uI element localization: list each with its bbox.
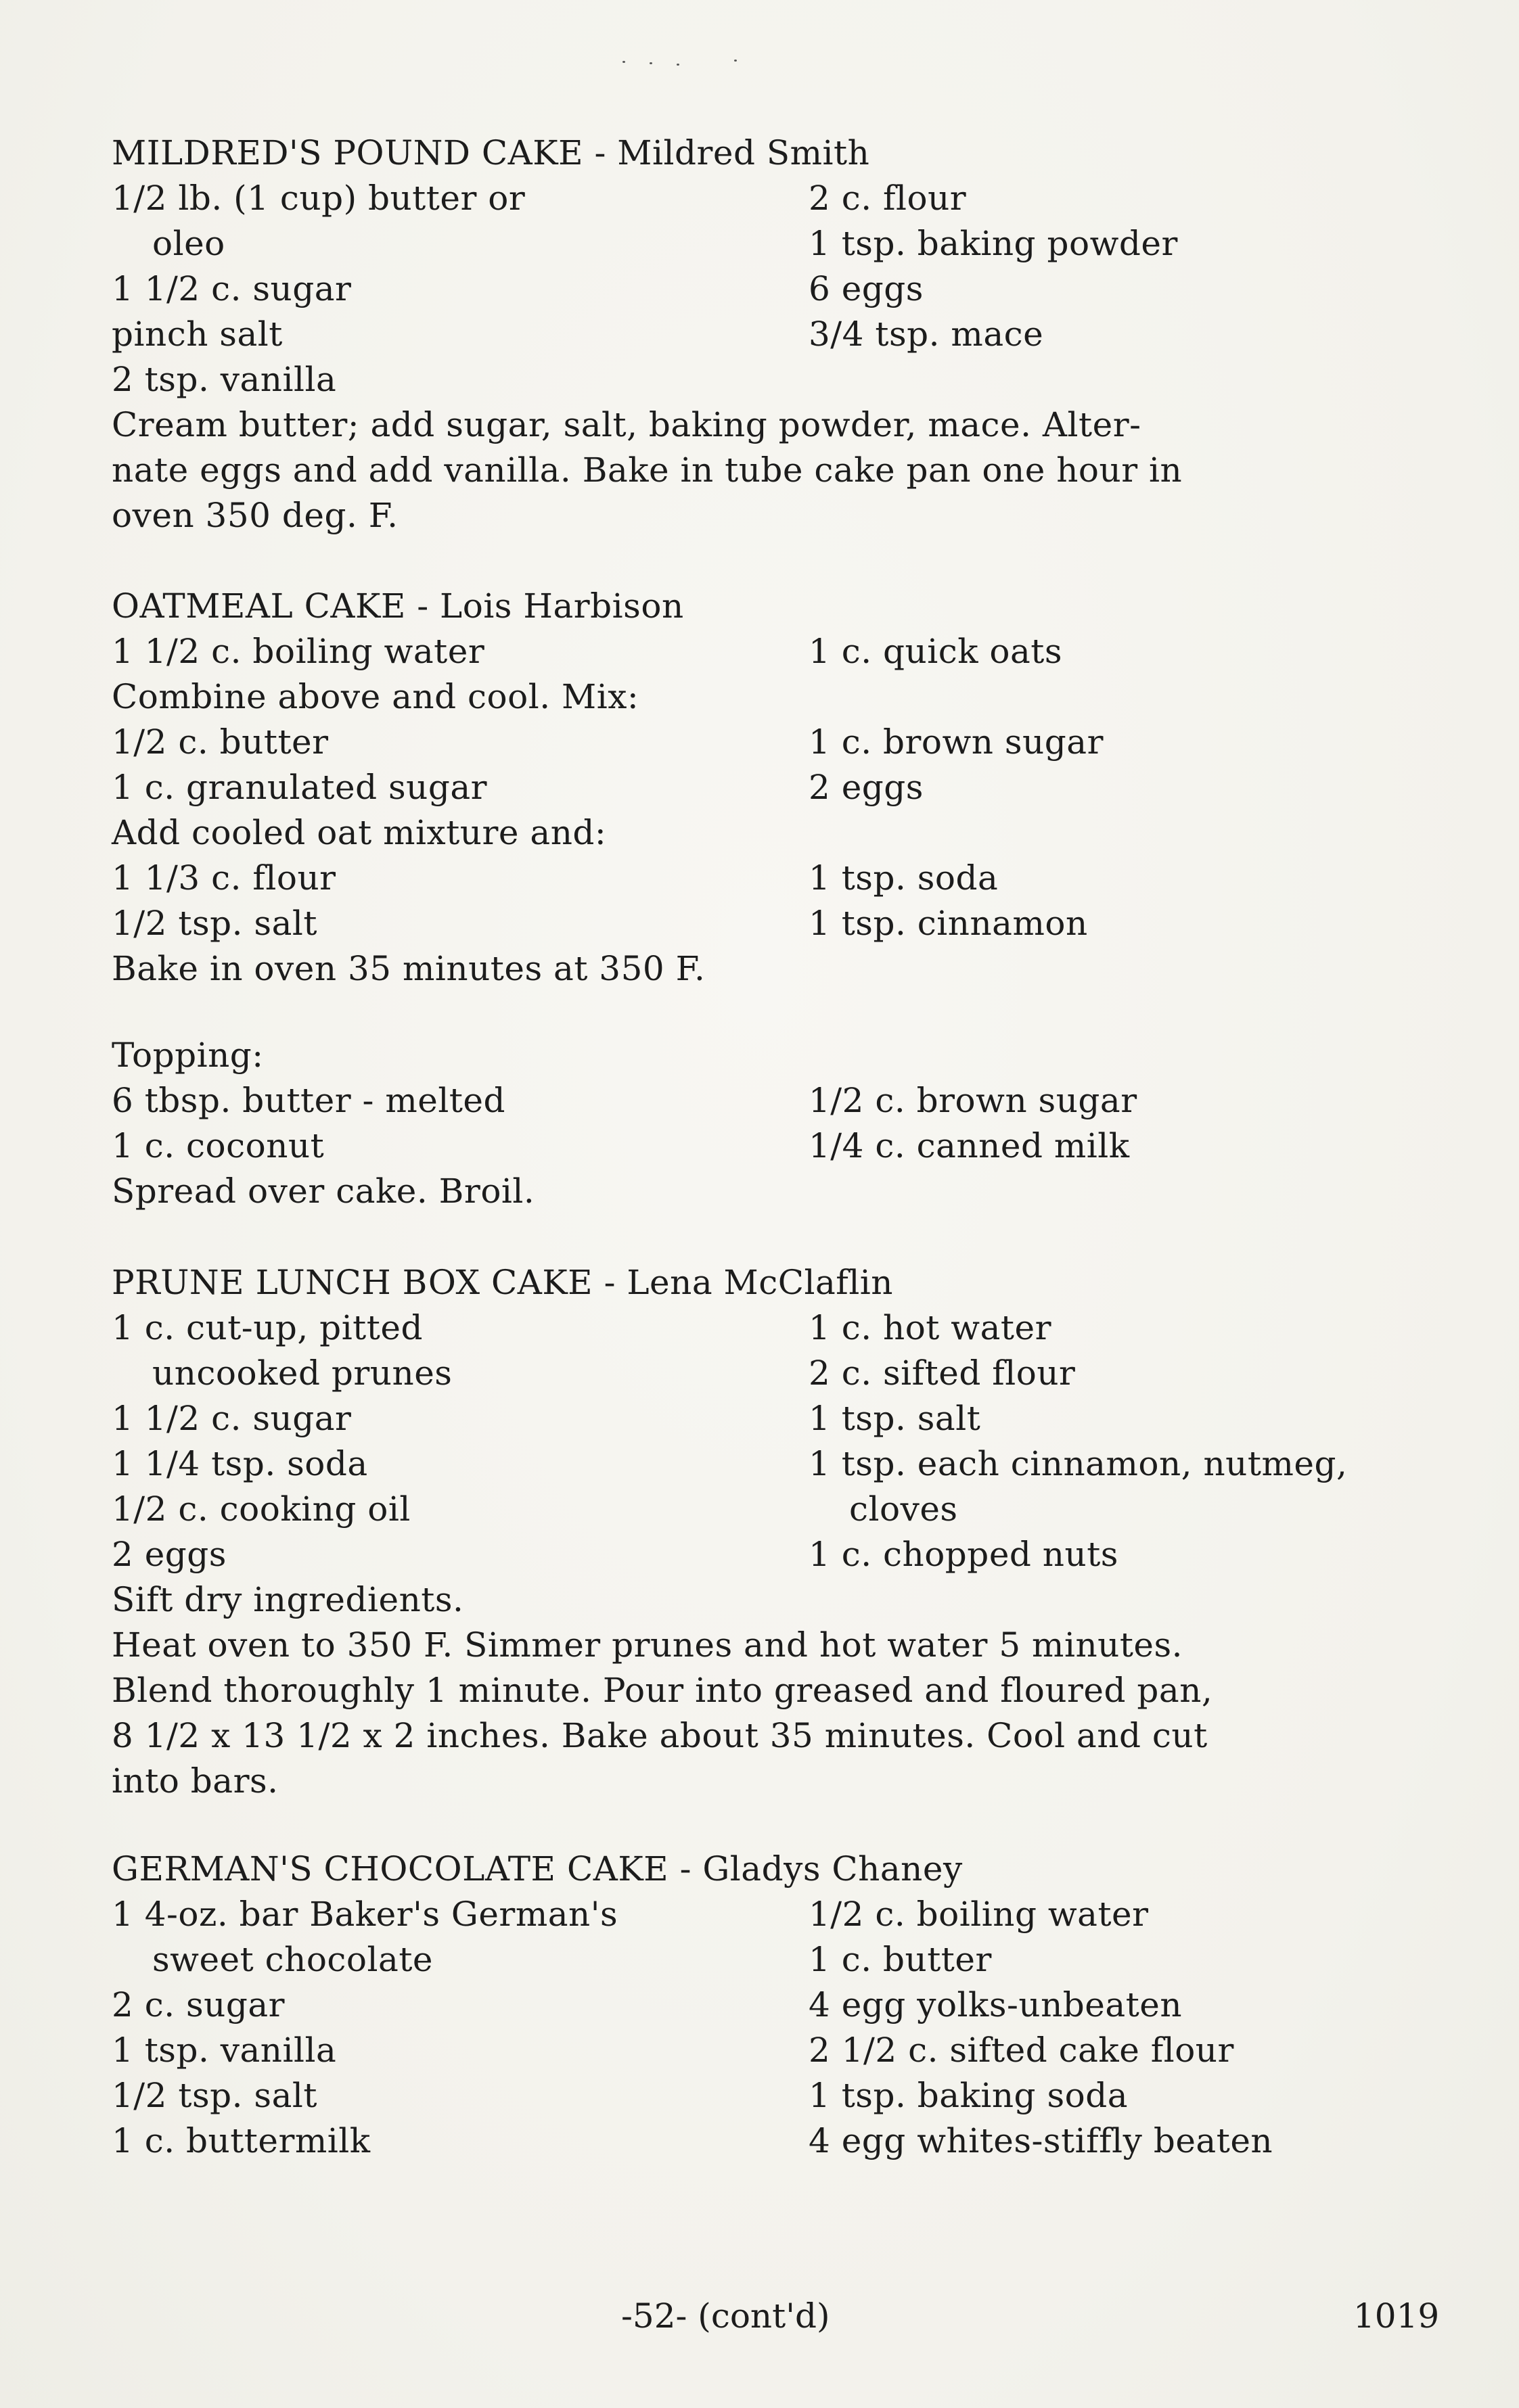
ingredient-right: 1 c. brown sugar bbox=[809, 722, 1104, 762]
ingredient-row bbox=[112, 720, 1431, 765]
ingredient-left: 1 c. buttermilk bbox=[112, 2121, 371, 2160]
recipe-title: PRUNE LUNCH BOX CAKE - Lena McClaflin bbox=[112, 1263, 893, 1302]
ingredient-row bbox=[112, 1892, 1431, 1937]
ingredient-left: oleo bbox=[152, 224, 225, 263]
instruction-text: Add cooled oat mixture and: bbox=[112, 813, 607, 852]
recipe-title: GERMAN'S CHOCOLATE CAKE - Gladys Chaney bbox=[112, 1849, 963, 1889]
ingredient-right: 3/4 tsp. mace bbox=[809, 315, 1044, 354]
ingredient-right: 1 tsp. soda bbox=[809, 858, 999, 898]
ingredient-row bbox=[112, 765, 1431, 810]
ingredient-right: 2 1/2 c. sifted cake flour bbox=[809, 2031, 1234, 2070]
ingredient-right: 1 c. hot water bbox=[809, 1308, 1051, 1347]
ingredient-right: 2 eggs bbox=[809, 768, 924, 807]
ingredient-left: pinch salt bbox=[112, 315, 283, 354]
ingredient-right: 1 c. quick oats bbox=[809, 632, 1063, 671]
ingredient-row bbox=[112, 176, 1431, 221]
ingredient-row bbox=[112, 1305, 1431, 1351]
ingredient-row bbox=[112, 312, 1431, 357]
ingredient-row bbox=[112, 2118, 1431, 2164]
directions-line: 8 1/2 x 13 1/2 x 2 inches. Bake about 35 minutes. Cool and cut bbox=[112, 1716, 1208, 1755]
ingredient-right: 6 eggs bbox=[809, 269, 924, 308]
ingredient-left: 2 tsp. vanilla bbox=[112, 360, 337, 399]
ingredient-left: 1 1/2 c. sugar bbox=[112, 269, 352, 308]
ingredient-left: 1 c. cut-up, pitted bbox=[112, 1308, 423, 1347]
directions-line: Sift dry ingredients. bbox=[112, 1580, 464, 1619]
ingredient-right: 1/2 c. boiling water bbox=[809, 1895, 1149, 1934]
instruction-row bbox=[112, 674, 1431, 720]
ingredient-row bbox=[112, 221, 1431, 267]
directions-line: oven 350 deg. F. bbox=[112, 496, 399, 535]
ingredient-row bbox=[112, 1983, 1431, 2028]
ingredient-row bbox=[112, 1532, 1431, 1577]
ingredient-row bbox=[112, 1078, 1431, 1124]
ingredient-left: 1/2 tsp. salt bbox=[112, 904, 317, 943]
directions-line: Cream butter; add sugar, salt, baking powder, mace. Alter- bbox=[112, 405, 1141, 444]
ingredient-right: 1 c. butter bbox=[809, 1940, 992, 1979]
ingredient-right: 1 tsp. baking soda bbox=[809, 2076, 1129, 2115]
ingredient-left: 1 1/4 tsp. soda bbox=[112, 1444, 368, 1483]
ingredient-row bbox=[112, 856, 1431, 901]
ingredient-right: 4 egg whites-stiffly beaten bbox=[809, 2121, 1273, 2160]
ingredient-row bbox=[112, 2028, 1431, 2073]
instruction-row bbox=[112, 810, 1431, 856]
directions-line: Blend thoroughly 1 minute. Pour into greased and floured pan, bbox=[112, 1671, 1213, 1710]
oatmeal-cake-topping bbox=[112, 1033, 1431, 1214]
ingredient-row bbox=[112, 1396, 1431, 1441]
recipe-germans-chocolate-cake bbox=[112, 1847, 1431, 2164]
directions-line: nate eggs and add vanilla. Bake in tube cake pan one hour in bbox=[112, 450, 1183, 490]
recipe-mildreds-pound-cake bbox=[112, 131, 1431, 538]
directions-line: into bars. bbox=[112, 1761, 279, 1801]
ingredient-row bbox=[112, 629, 1431, 674]
recipe-title: OATMEAL CAKE - Lois Harbison bbox=[112, 586, 684, 626]
page-number: 1019 bbox=[1353, 2296, 1440, 2336]
directions-line: Heat oven to 350 F. Simmer prunes and hot water 5 minutes. bbox=[112, 1625, 1183, 1665]
recipe-prune-lunch-box-cake bbox=[112, 1260, 1431, 1804]
ingredient-right: 1 tsp. salt bbox=[809, 1399, 981, 1438]
ingredient-row bbox=[112, 1487, 1431, 1532]
ingredient-right: 2 c. flour bbox=[809, 179, 967, 218]
ingredient-left: 1 tsp. vanilla bbox=[112, 2031, 337, 2070]
ingredient-left: 1/2 tsp. salt bbox=[112, 2076, 317, 2115]
ingredient-left: 1/2 c. butter bbox=[112, 722, 329, 762]
instruction-text: Combine above and cool. Mix: bbox=[112, 677, 639, 716]
ingredient-left: 1 4-oz. bar Baker's German's bbox=[112, 1895, 618, 1934]
ingredient-right: 1 tsp. each cinnamon, nutmeg, bbox=[809, 1444, 1348, 1483]
ingredient-row bbox=[112, 1351, 1431, 1396]
ingredient-right: 1 tsp. baking powder bbox=[809, 224, 1178, 263]
topping-heading: Topping: bbox=[112, 1036, 264, 1075]
directions-line: Bake in oven 35 minutes at 350 F. bbox=[112, 949, 706, 988]
ingredient-row bbox=[112, 901, 1431, 946]
ingredient-left: 1/2 lb. (1 cup) butter or bbox=[112, 179, 526, 218]
ingredient-right: 1/4 c. canned milk bbox=[809, 1126, 1130, 1165]
ingredient-left: 2 c. sugar bbox=[112, 1985, 286, 2024]
recipe-oatmeal-cake bbox=[112, 584, 1431, 992]
ingredient-right: 4 egg yolks-unbeaten bbox=[809, 1985, 1183, 2024]
ingredient-left: sweet chocolate bbox=[152, 1940, 434, 1979]
ingredient-left: 2 eggs bbox=[112, 1535, 227, 1574]
ingredient-left: 6 tbsp. butter - melted bbox=[112, 1081, 506, 1120]
ingredient-left: 1/2 c. cooking oil bbox=[112, 1489, 411, 1529]
print-specks bbox=[541, 54, 812, 74]
page-label: -52- (cont'd) bbox=[621, 2296, 830, 2336]
ingredient-row bbox=[112, 1937, 1431, 1983]
ingredient-row bbox=[112, 267, 1431, 312]
ingredient-left: 1 c. granulated sugar bbox=[112, 768, 488, 807]
ingredient-left: 1 1/2 c. sugar bbox=[112, 1399, 352, 1438]
ingredient-left: 1 c. coconut bbox=[112, 1126, 325, 1165]
ingredient-row bbox=[112, 1124, 1431, 1169]
ingredient-right: cloves bbox=[849, 1489, 958, 1529]
ingredient-left: 1 1/2 c. boiling water bbox=[112, 632, 485, 671]
ingredient-right: 1/2 c. brown sugar bbox=[809, 1081, 1137, 1120]
ingredient-right: 1 tsp. cinnamon bbox=[809, 904, 1088, 943]
ingredient-right: 1 c. chopped nuts bbox=[809, 1535, 1118, 1574]
ingredient-row bbox=[112, 1441, 1431, 1487]
ingredient-left: 1 1/3 c. flour bbox=[112, 858, 336, 898]
ingredient-row bbox=[112, 2073, 1431, 2118]
ingredient-right: 2 c. sifted flour bbox=[809, 1353, 1076, 1393]
ingredient-left: uncooked prunes bbox=[152, 1353, 453, 1393]
recipe-title: MILDRED'S POUND CAKE - Mildred Smith bbox=[112, 133, 870, 172]
ingredient-row bbox=[112, 357, 1431, 402]
directions-line: Spread over cake. Broil. bbox=[112, 1172, 535, 1211]
